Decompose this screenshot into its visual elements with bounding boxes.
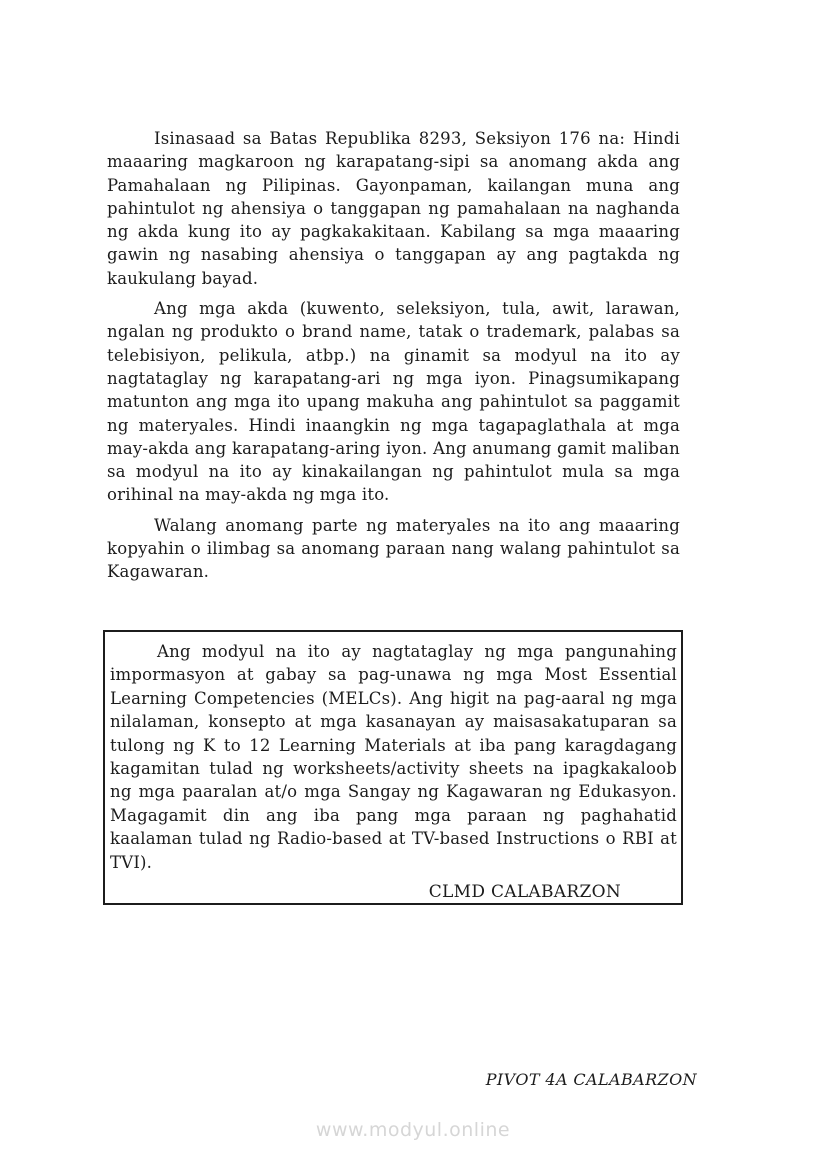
- copyright-paragraph-2: Ang mga akda (kuwento, seleksiyon, tula, awit, larawan, ngalan ng produkto o brand name, tatak o trademark, palabas sa telebisiyon, pelikula, atbp.) na ginamit sa modyul na ito ay nagtataglay ng karapatang-ari ng mga iyon. Pinagsumikapang matunton ang mga ito upang makuha ang pahintulot sa paggamit ng materyales. Hindi inaangkin ng mga tagapaglathala at mga may-akda ang karapatang-aring iyon. Ang anumang gamit maliban sa modyul na ito ay kinakailangan ng pahintulot mula sa mga orihinal na may-akda ng mga ito.: [107, 299, 680, 505]
- copyright-paragraph-3: Walang anomang parte ng materyales na ito ang maaaring kopyahin o ilimbag sa anomang paraan nang walang pahintulot sa Kagawaran.: [107, 515, 680, 582]
- copyright-paragraph-1: Isinasaad sa Batas Republika 8293, Seksiyon 176 na: Hindi maaaring magkaroon ng karapatang-sipi sa anomang akda ang Pamahalaan ng Pilipinas. Gayonpaman, kailangan muna ang pahintulot ng ahensiya o tanggapan ng pamahalaan na naghanda ng akda kung ito ay pagkakakitaan. Kabilang sa mga maaaring gawin ng nasabing ahensiya o tanggapan ay ang pagtakda ng kaukulang bayad.: [107, 129, 680, 288]
- watermark: www.modyul.online: [315, 1119, 511, 1141]
- notice-box-body: Ang modyul na ito ay nagtataglay ng mga pangunahing impormasyon at gabay sa pag-unawa ng mga Most Essential Learning Competencies (MELCs). Ang higit na pag-aaral ng mga nilalaman, konsepto at mga kasanayan ay maisasakatuparan sa tulong ng K to 12 Learning Materials at iba pang karagdagang kagamitan tulad ng worksheets/activity sheets na ipagkakaloob ng mga paaralan at/o mga Sangay ng Kagawaran ng Edukasyon. Magagamit din ang iba pang mga paraan ng paghahatid kaalaman tulad ng Radio-based at TV-based Instructions o RBI at TVI).: [110, 642, 677, 872]
- page-footer: PIVOT 4A CALABARZON: [485, 1070, 697, 1089]
- module-notice-box: [103, 630, 683, 905]
- copyright-text-block: [107, 127, 680, 591]
- notice-box-signature: CLMD CALABARZON: [428, 882, 621, 903]
